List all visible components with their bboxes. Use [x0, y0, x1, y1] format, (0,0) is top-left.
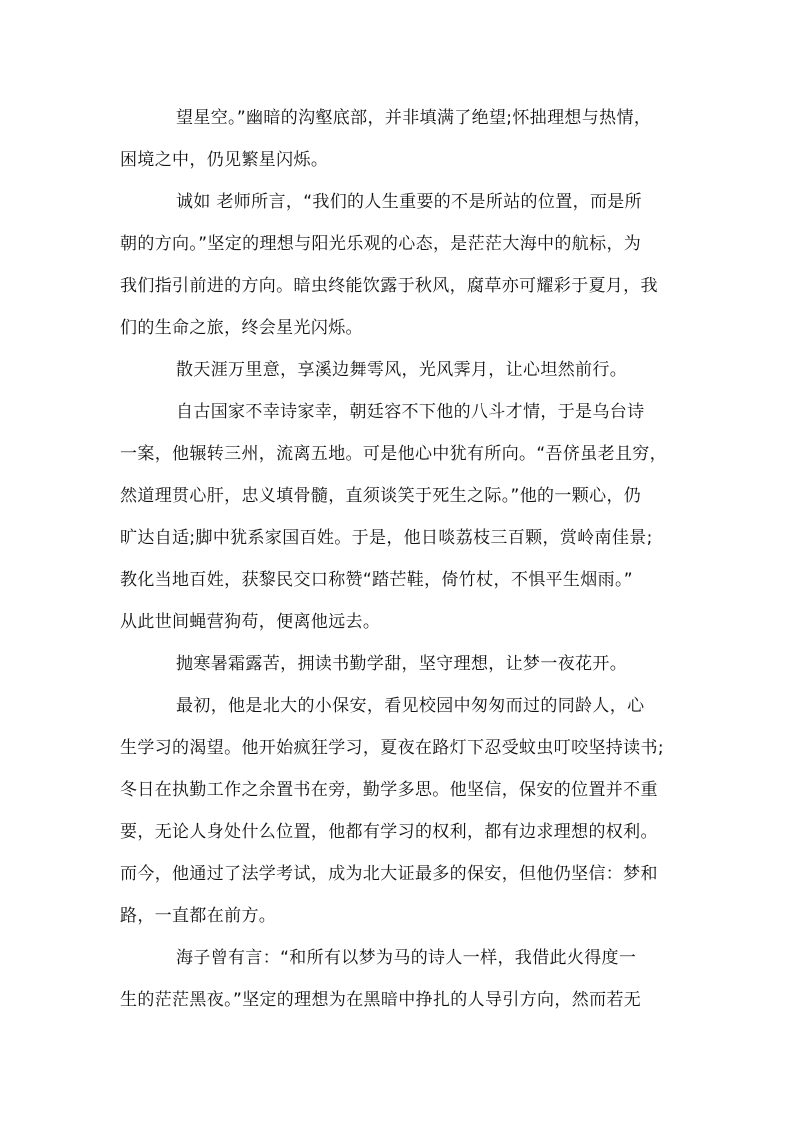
- text-line: 教化当地百姓，获黎民交口称赞“踏芒鞋，倚竹杖，不惧平生烟雨。”: [120, 570, 633, 590]
- text-line: 从此世间蝇营狗苟，便离他远去。: [120, 612, 381, 632]
- text-line: 旷达自适;脚中犹系家国百姓。于是，他日啖荔枝三百颗，赏岭南佳景;: [120, 528, 653, 548]
- text-line: 要，无论人身处什么位置，他都有学习的权利，都有边求理想的权利。: [120, 822, 658, 842]
- text-line: 海子曾有言：“和所有以梦为马的诗人一样，我借此火得度一: [176, 948, 637, 968]
- text-line: 而今，他通过了法学考试，成为北大证最多的保安，但他仍坚信：梦和: [120, 864, 658, 884]
- text-line: 我们指引前进的方向。暗虫终能饮露于秋风，腐草亦可耀彩于夏月，我: [120, 276, 658, 296]
- text-line: 诚如 老师所言，“我们的人生重要的不是所站的位置，而是所: [176, 192, 643, 212]
- text-line: 抛寒暑霜露苦，拥读书勤学甜，坚守理想，让梦一夜花开。: [176, 654, 628, 674]
- text-line: 生学习的渴望。他开始疯狂学习，夏夜在路灯下忍受蚊虫叮咬坚持读书;: [120, 738, 664, 758]
- text-line: 最初，他是北大的小保安，看见校园中匆匆而过的同龄人，心: [176, 696, 645, 716]
- text-line: 一案，他辗转三州，流离五地。可是他心中犹有所向。“吾侪虽老且穷，: [120, 444, 668, 464]
- text-line: 望星空。”幽暗的沟壑底部，并非填满了绝望;怀拙理想与热情，: [176, 108, 652, 128]
- text-line: 自古国家不幸诗家幸，朝廷容不下他的八斗才情，于是乌台诗: [176, 402, 645, 422]
- text-line: 们的生命之旅，终会星光闪烁。: [120, 318, 363, 338]
- text-line: 然道理贯心肝，忠义填骨髓，直须谈笑于死生之际。”他的一颗心，仍: [120, 486, 642, 506]
- text-line: 散天涯万里意，享溪边舞雩风，光风霁月，让心坦然前行。: [176, 360, 628, 380]
- text-line: 冬日在执勤工作之余置书在旁，勤学多思。他坚信，保安的位置并不重: [120, 780, 658, 800]
- text-line: 朝的方向。”坚定的理想与阳光乐观的心态，是茫茫大海中的航标，为: [120, 234, 642, 254]
- text-line: 生的茫茫黑夜。”坚定的理想为在黑暗中挣扎的人导引方向，然而若无: [120, 990, 642, 1010]
- text-line: 困境之中，仍见繁星闪烁。: [120, 150, 329, 170]
- text-line: 路，一直都在前方。: [120, 906, 277, 926]
